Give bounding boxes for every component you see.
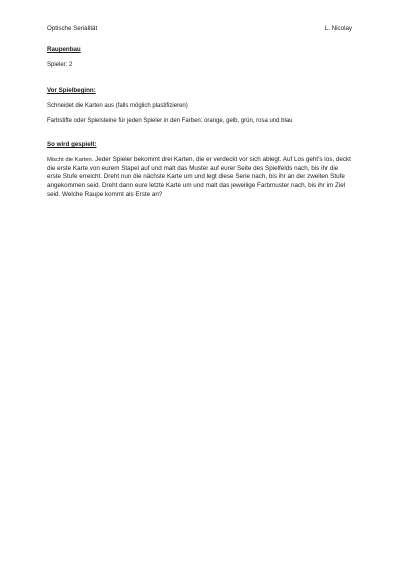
document-body [47,46,353,200]
game-title: Raupenbau [47,46,81,53]
header-author: L. Nicolay [324,25,352,32]
setup-line-colors: Farbstifte oder Spielsteine für jeden Spieler in den Farben: orange, gelb, grün, rosa und blau [47,118,293,124]
rules-lead: Mischt die Karten. [47,157,94,163]
rules-heading: So wird gespielt: [47,141,97,148]
rules-body: Jeder Spieler bekommt drei Karten, die er verdeckt vor sich ablegt. Auf Los geht’s los, deckt die erste Karte von eurem Stapel auf und malt das Muster auf eurer Seite des Spielfelds nach, bis ihr die erste Stufe erreicht. Dreht nun die nächste Karte um und legt diese Serie nach, bis ihr an der zweiten Stufe angekommen seid. Dreht dann eure letzte Karte um und malt das jeweilige Farbmuster nach, bis ihr im Ziel seid. Welche Raupe kommt als Erste an? [47,156,351,198]
header-subject: Optische Serialität [47,25,98,32]
player-count: Spieler: 2 [47,62,73,68]
rules-paragraph [47,156,353,200]
setup-line-cards: Schneidet die Karten aus (falls möglich plastifizieren) [47,103,188,109]
setup-heading: Vor Spielbeginn: [47,87,96,94]
